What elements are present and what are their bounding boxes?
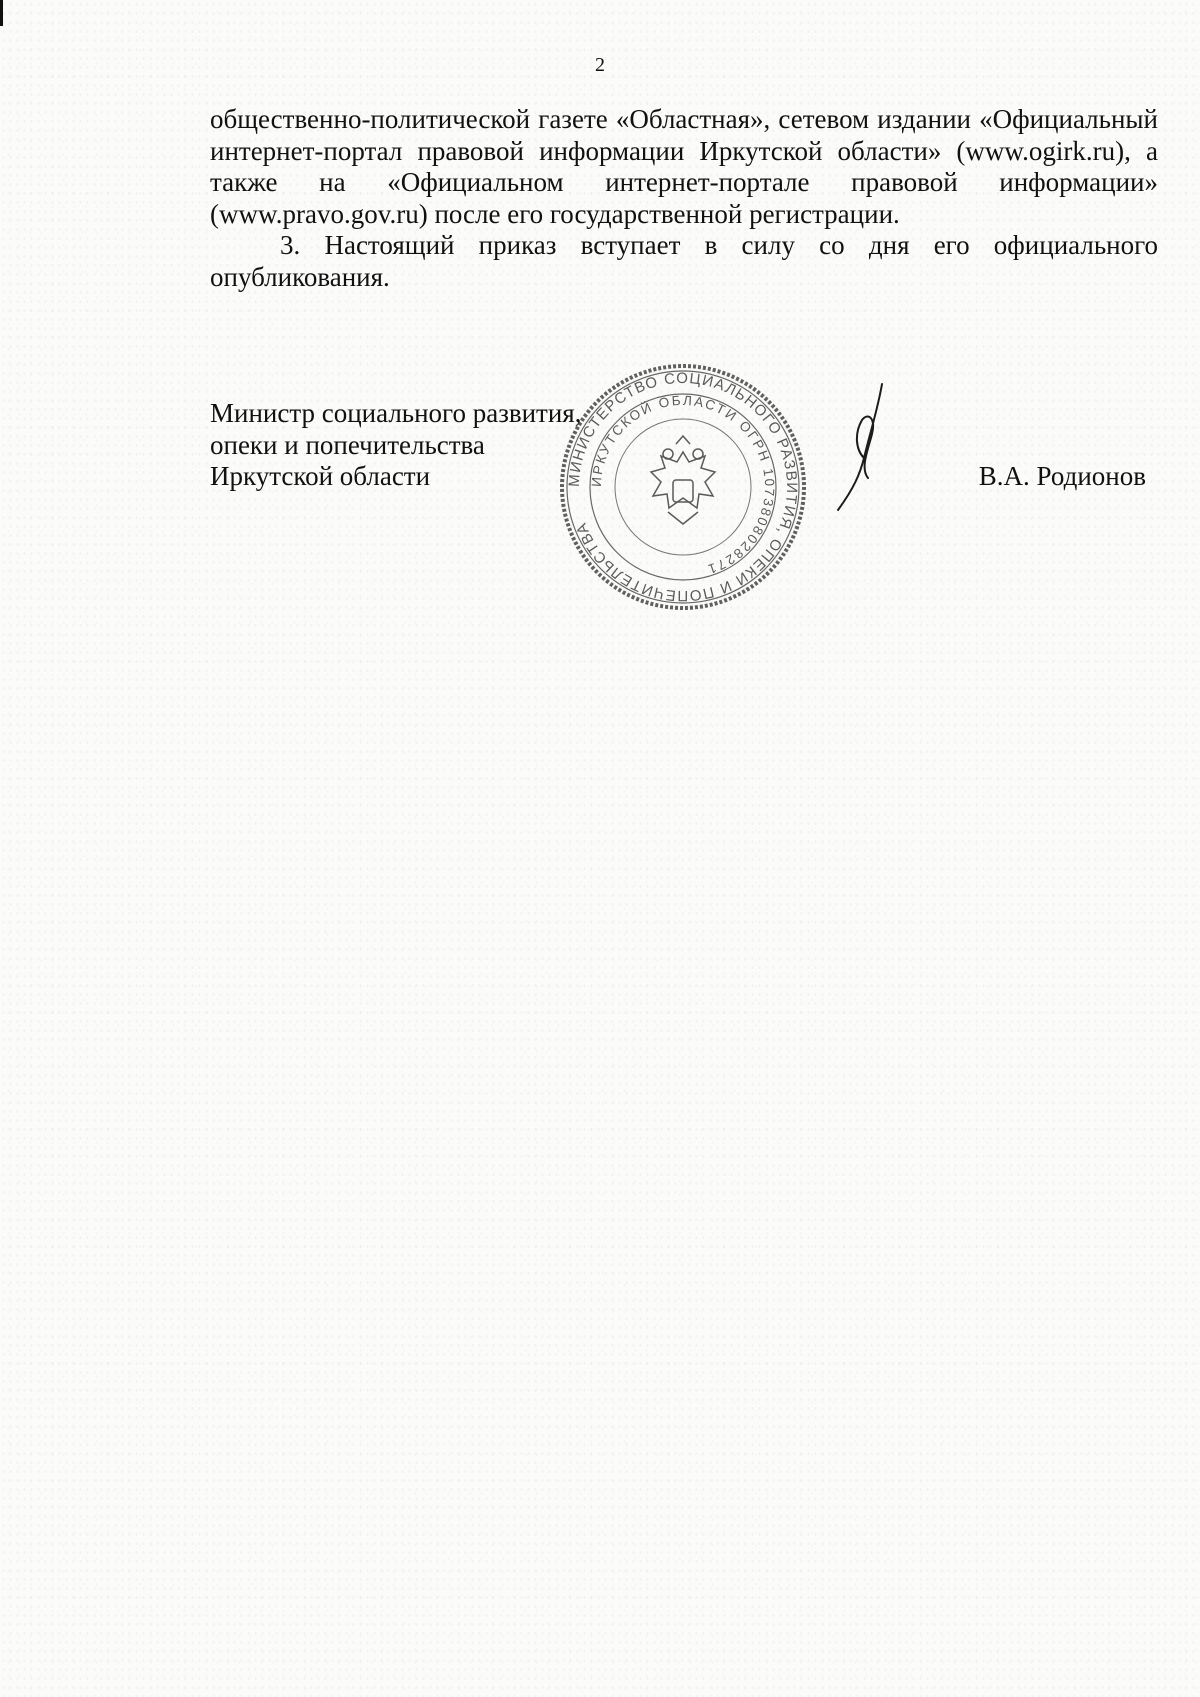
handwritten-signature bbox=[820, 378, 900, 518]
signatory-title-line: опеки и попечительства bbox=[210, 429, 485, 460]
signatory-title bbox=[210, 398, 581, 493]
official-seal bbox=[558, 362, 808, 612]
svg-text:ИРКУТСКОЙ ОБЛАСТИ ОГРН 1073808 bbox=[589, 393, 777, 577]
document-body bbox=[210, 104, 1158, 293]
paragraph-publication: общественно-политической газете «Областная», сетевом издании «Официальный интернет-портал правовой информации Иркутской области» (www.ogirk.ru), а также на «Официальном интернет-портале правовой информации» (www.pravo.gov.ru) после его государственной регистрации. bbox=[210, 104, 1158, 229]
signatory-title-line: Иркутской области bbox=[210, 461, 431, 491]
signer-name: В.А. Родионов bbox=[978, 461, 1146, 491]
seal-inner-text: ИРКУТСКОЙ ОБЛАСТИ ОГРН 1073808028271 bbox=[588, 392, 778, 578]
paragraph-effective-date: 3. Настоящий приказ вступает в силу со дня его официального опубликования. bbox=[210, 230, 1158, 292]
page-number: 2 bbox=[595, 54, 605, 76]
seal-outer-text: МИНИСТЕРСТВО СОЦИАЛЬНОГО РАЗВИТИЯ, ОПЕКИ И ПОПЕЧИТЕЛЬСТВА bbox=[565, 369, 801, 605]
scan-edge-mark bbox=[0, 0, 3, 26]
coat-of-arms-icon bbox=[651, 436, 715, 524]
signatory-title-line: Министр социального развития, bbox=[210, 398, 582, 428]
